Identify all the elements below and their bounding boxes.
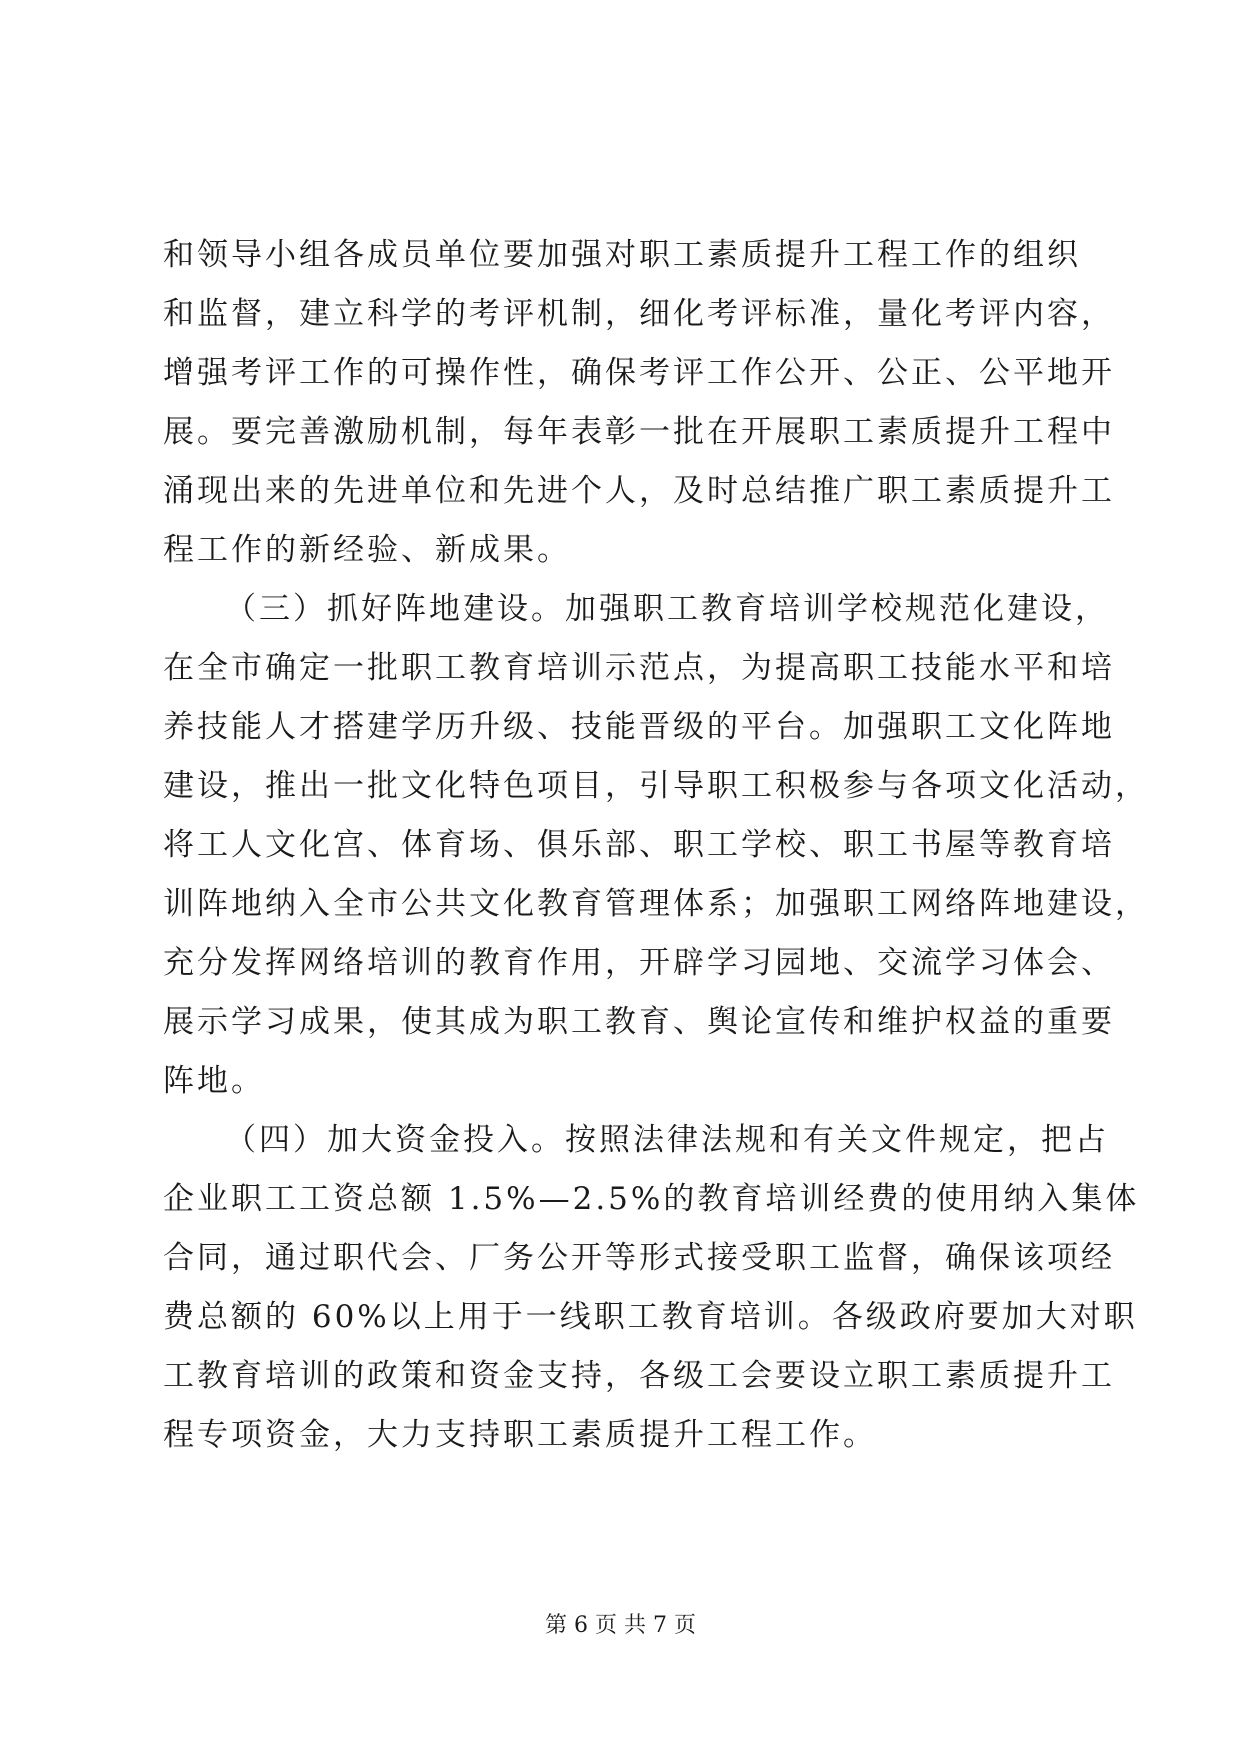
text-line: 和监督，建立科学的考评机制，细化考评标准，量化考评内容，	[163, 296, 1115, 332]
text-line: 企业职工工资总额 1.5%—2.5%的教育培训经费的使用纳入集体	[163, 1181, 1140, 1217]
text-line: 展。要完善激励机制，每年表彰一批在开展职工素质提升工程中	[163, 414, 1115, 450]
text-line: 费总额的 60%以上用于一线职工教育培训。各级政府要加大对职	[163, 1299, 1138, 1335]
text-line: 涌现出来的先进单位和先进个人，及时总结推广职工素质提升工	[163, 473, 1115, 509]
text-line: 在全市确定一批职工教育培训示范点，为提高职工技能水平和培	[163, 650, 1115, 686]
text-line: 合同，通过职代会、厂务公开等形式接受职工监督，确保该项经	[163, 1240, 1115, 1276]
text-line: 展示学习成果，使其成为职工教育、舆论宣传和维护权益的重要	[163, 1004, 1115, 1040]
section-four-heading-line: （四）加大资金投入。按照法律法规和有关文件规定，把占	[225, 1122, 1109, 1158]
text-line: 工教育培训的政策和资金支持，各级工会要设立职工素质提升工	[163, 1358, 1115, 1394]
text-line: 建设，推出一批文化特色项目，引导职工积极参与各项文化活动，	[163, 768, 1149, 804]
text-line: 阵地。	[163, 1063, 265, 1099]
text-line: 和领导小组各成员单位要加强对职工素质提升工程工作的组织	[163, 237, 1081, 273]
text-line: 增强考评工作的可操作性，确保考评工作公开、公正、公平地开	[163, 355, 1115, 391]
text-line: 充分发挥网络培训的教育作用，开辟学习园地、交流学习体会、	[163, 945, 1115, 981]
body-text	[163, 226, 1149, 1465]
text-line: 程工作的新经验、新成果。	[163, 532, 571, 568]
text-line: 将工人文化宫、体育场、俱乐部、职工学校、职工书屋等教育培	[163, 827, 1115, 863]
page-number-footer: 第 6 页 共 7 页	[545, 1613, 696, 1638]
text-line: 养技能人才搭建学历升级、技能晋级的平台。加强职工文化阵地	[163, 709, 1115, 745]
text-line: 程专项资金，大力支持职工素质提升工程工作。	[163, 1417, 877, 1453]
text-line: 训阵地纳入全市公共文化教育管理体系；加强职工网络阵地建设，	[163, 886, 1149, 922]
section-three-heading-line: （三）抓好阵地建设。加强职工教育培训学校规范化建设，	[225, 591, 1109, 627]
